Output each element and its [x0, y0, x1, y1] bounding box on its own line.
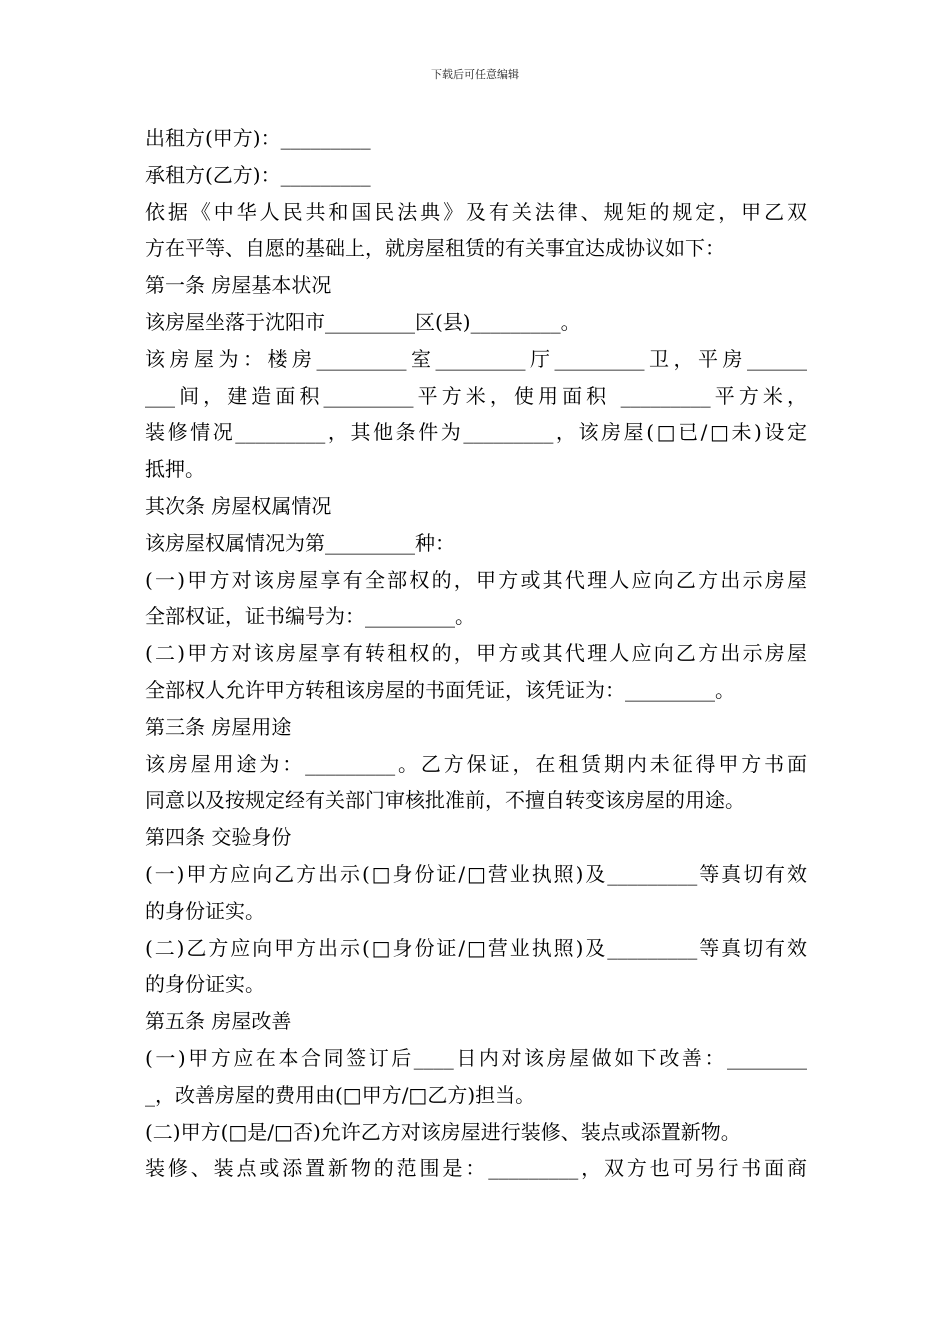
paragraph-line: _，改善房屋的费用由(□甲方/□乙方)担当。 — [145, 1082, 536, 1107]
paragraph-line: 同意以及按规定经有关部门审核批准前，不擅自转变该房屋的用途。 — [145, 788, 745, 813]
paragraph-line: 该房屋用途为：_________。乙方保证，在租赁期内未征得甲方书面 — [145, 751, 807, 776]
paragraph-line: (二)甲方对该房屋享有转租权的，甲方或其代理人应向乙方出示房屋 — [145, 641, 807, 666]
paragraph-line: (二)甲方(□是/□否)允许乙方对该房屋进行装修、装点或添置新物。 — [145, 1119, 741, 1144]
article-1-heading: 第一条 房屋基本状况 — [145, 273, 332, 298]
paragraph-line: 的身份证实。 — [145, 972, 265, 997]
header-note: 下载后可任意编辑 — [431, 68, 519, 81]
article-5-heading: 第五条 房屋改善 — [145, 1009, 292, 1034]
paragraph-line: 该房屋为：楼房_________室_________厅_________卫，平房______ — [145, 346, 807, 371]
document-body — [145, 120, 807, 1187]
paragraph-line: (二)乙方应向甲方出示(□身份证/□营业执照)及_________等真切有效 — [145, 935, 807, 960]
lessor-line: 出租方(甲方)：_________ — [145, 126, 371, 150]
paragraph-line: 该房屋坐落于沈阳市_________区(县)_________。 — [145, 309, 581, 334]
preamble-line-2: 方在平等、自愿的基础上，就房屋租赁的有关事宜达成协议如下： — [145, 236, 725, 261]
article-2-heading: 其次条 房屋权属情况 — [145, 493, 332, 518]
paragraph-line: (一)甲方对该房屋享有全部权的，甲方或其代理人应向乙方出示房屋 — [145, 567, 807, 592]
paragraph-line: 抵押。 — [145, 457, 205, 482]
paragraph-line: 该房屋权属情况为第_________种： — [145, 530, 455, 555]
lessee-line: 承租方(乙方)：_________ — [145, 162, 371, 187]
paragraph-line: 装修、装点或添置新物的范围是：_________，双方也可另行书面商 — [145, 1156, 807, 1181]
paragraph-line: (一)甲方应向乙方出示(□身份证/□营业执照)及_________等真切有效 — [145, 861, 807, 886]
article-3-heading: 第三条 房屋用途 — [145, 714, 292, 739]
article-4-heading: 第四条 交验身份 — [145, 825, 292, 850]
paragraph-line: 的身份证实。 — [145, 898, 265, 923]
paragraph-line: 装修情况_________，其他条件为_________，该房屋(□已/□未)设定 — [145, 420, 807, 445]
paragraph-line: ___间，建造面积_________平方米，使用面积 _________平方米， — [145, 383, 807, 408]
paragraph-line: (一)甲方应在本合同签订后____日内对该房屋做如下改善：________ — [145, 1045, 807, 1070]
paragraph-line: 全部权人允许甲方转租该房屋的书面凭证，该凭证为：_________。 — [145, 677, 735, 702]
preamble-line-1: 依据《中华人民共和国民法典》及有关法律、规矩的规定，甲乙双 — [145, 199, 807, 224]
paragraph-line: 全部权证，证书编号为：_________。 — [145, 604, 475, 629]
